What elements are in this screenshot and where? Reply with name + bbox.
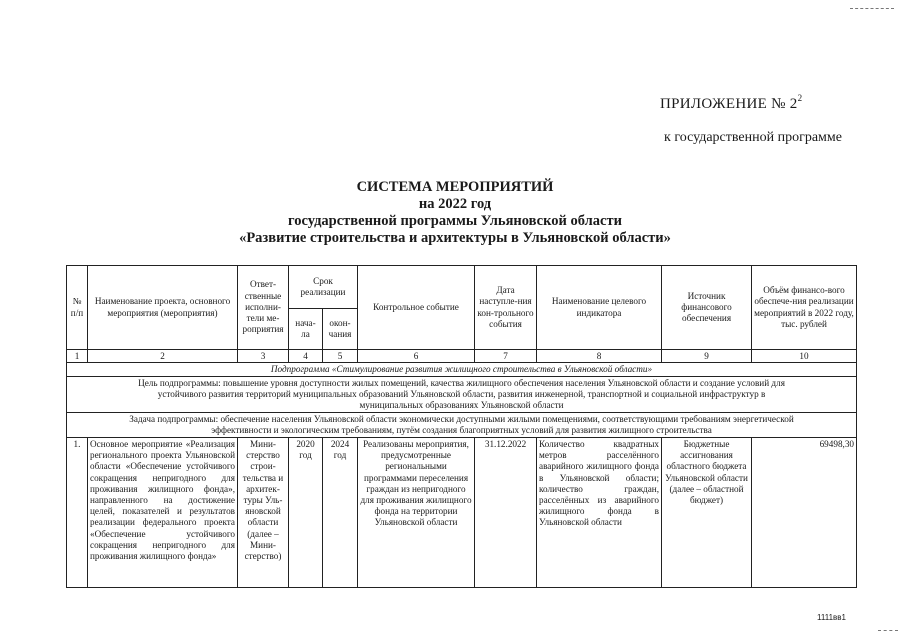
col-number: 10 — [752, 350, 857, 363]
row-num: 1. — [67, 438, 88, 588]
header-period: Срок реализации — [289, 266, 358, 309]
row-end: 2024 год — [323, 438, 358, 588]
col-number: 7 — [475, 350, 537, 363]
measures-table — [66, 265, 857, 588]
row-date: 31.12.2022 — [475, 438, 537, 588]
header-event: Контрольное событие — [358, 266, 475, 350]
row-volume: 69498,30 — [752, 438, 857, 588]
document-title — [140, 179, 770, 247]
row-name: Основное мероприятие «Реализация регионального проекта Ульяновской области «Обеспечение устойчивого сокращения непригодного для проживания жилищного фонда», направленного на достижение целей, показателей и результатов реализации федерального проекта «Обеспечение устойчивого сокращения непригодного для проживания жилищного фонда» — [88, 438, 238, 588]
goal-row — [67, 377, 857, 413]
row-event: Реализованы мероприятия, предусмотренные региональными программами переселения граждан из непригодного для проживания жилищного фонда на территории Ульяновской области — [358, 438, 475, 588]
header-source: Источник финансового обеспечения — [662, 266, 752, 350]
subprogram-goal: Цель подпрограммы: повышение уровня доступности жилых помещений, качества жилищного обеспечения населения Ульяновской области и создание условий для устойчивого развития территорий муниципальных образований Ульяновской области, развития инженерной, транспортной и социальной инфраструктур в муниципальных образованиях Ульяновской области — [67, 377, 857, 413]
scan-artifact-bottom — [878, 630, 898, 632]
page-code: 1111вв1 — [817, 613, 846, 622]
row-executor: Мини-стерство строи-тельства и архитек-туры Уль-яновской области (далее – Мини-стерство) — [238, 438, 289, 588]
col-number: 3 — [238, 350, 289, 363]
col-number: 6 — [358, 350, 475, 363]
column-numbers-row — [67, 350, 857, 363]
header-indicator: Наименование целевого индикатора — [537, 266, 662, 350]
header-end: окон-чания — [323, 309, 358, 350]
table-row — [67, 438, 857, 588]
appendix-superscript: 2 — [797, 93, 803, 103]
scan-artifact-top — [850, 8, 894, 10]
row-indicator: Количество квадратных метров расселённого аварийного жилищного фонда в Ульяновской области; количество граждан, расселённых из аварийного жилищного фонда в Ульяновской области — [537, 438, 662, 588]
col-number: 1 — [67, 350, 88, 363]
header-volume: Объём финансо-вого обеспече-ния реализации мероприятий в 2022 году, тыс. рублей — [752, 266, 857, 350]
title-line-1: СИСТЕМА МЕРОПРИЯТИЙ — [356, 179, 554, 195]
col-number: 9 — [662, 350, 752, 363]
header-name: Наименование проекта, основного мероприятия (мероприятия) — [88, 266, 238, 350]
title-line-3: государственной программы Ульяновской области — [288, 213, 622, 229]
header-num: № п/п — [67, 266, 88, 350]
row-source: Бюджетные ассигнования областного бюджета Ульяновской области (далее – областной бюджет) — [662, 438, 752, 588]
subprogram-row — [67, 363, 857, 377]
subprogram-title: Подпрограмма «Стимулирование развития жилищного строительства в Ульяновской области» — [67, 363, 857, 377]
header-date: Дата наступле-ния кон-трольного события — [475, 266, 537, 350]
col-number: 4 — [289, 350, 323, 363]
subprogram-task: Задача подпрограммы: обеспечение населения Ульяновской области экономически доступными жилыми помещениями, соответствующими требованиям энергетической эффективности и экологическим требованиям, путём создания благоприятных условий для развития жилищного строительства — [67, 413, 857, 438]
title-line-4: «Развитие строительства и архитектуры в Ульяновской области» — [239, 230, 671, 246]
title-line-2: на 2022 год — [418, 196, 492, 212]
to-program-text: к государственной программе — [664, 130, 842, 145]
col-number: 5 — [323, 350, 358, 363]
header-executors: Ответ-ственные исполни-тели ме-роприятия — [238, 266, 289, 350]
col-number: 8 — [537, 350, 662, 363]
appendix-label — [660, 93, 860, 113]
row-start: 2020 год — [289, 438, 323, 588]
header-start: нача-ла — [289, 309, 323, 350]
task-row — [67, 413, 857, 438]
col-number: 2 — [88, 350, 238, 363]
appendix-text: ПРИЛОЖЕНИЕ № 2 — [660, 96, 798, 112]
